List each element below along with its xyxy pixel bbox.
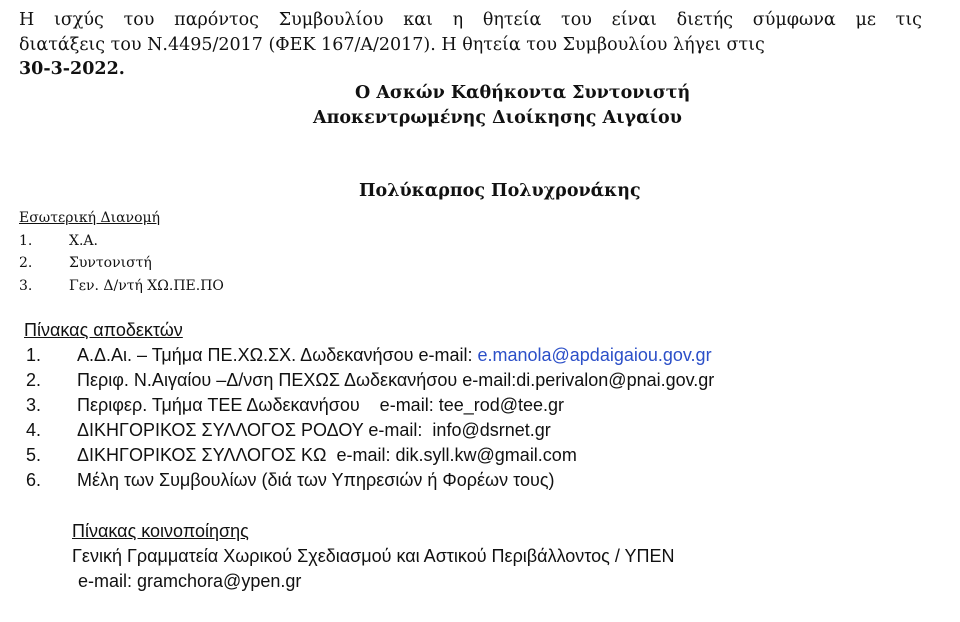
- recipients-heading: Πίνακας αποδεκτών: [24, 320, 183, 340]
- internal-distribution-heading: Εσωτερική Διανομή: [19, 210, 160, 226]
- list-item: [22, 393, 714, 418]
- internal-distribution: [19, 207, 224, 297]
- list-item: [19, 230, 224, 253]
- validity-paragraph: [19, 8, 922, 82]
- recipients-table: [22, 318, 714, 493]
- signatory-title-line-1: Ο Ασκών Καθήκοντα Συντονιστή: [355, 83, 691, 103]
- item-text: Περιφερ. Τμήμα ΤΕΕ Δωδεκανήσου e-mail: tee_rod@tee.gr: [77, 395, 565, 415]
- item-text: Μέλη των Συμβουλίων (διά των Υπηρεσιών ή Φορέων τους): [77, 470, 555, 490]
- list-item: [22, 468, 714, 493]
- list-item: [22, 443, 714, 468]
- validity-line-2: διατάξεις του Ν.4495/2017 (ΦΕΚ 167/Α/2017). Η θητεία του Συμβουλίου λήγει στις: [19, 34, 765, 55]
- list-item: [22, 368, 714, 393]
- recipients-list: [22, 343, 714, 493]
- signatory-title-line-2: Αποκεντρωμένης Διοίκησης Αιγαίου: [313, 108, 682, 128]
- item-number: 6.: [26, 470, 42, 490]
- cc-email: e-mail: gramchora@ypen.gr: [78, 571, 302, 591]
- item-text: Περιφ. Ν.Αιγαίου –Δ/νση ΠΕΧΩΣ Δωδεκανήσου e-mail:di.perivalon@pnai.gov.gr: [77, 370, 715, 390]
- item-text: ΔΙΚΗΓΟΡΙΚΟΣ ΣΥΛΛΟΓΟΣ ΚΩ e-mail: dik.syll.kw@gmail.com: [77, 445, 577, 465]
- item-number: 1.: [19, 232, 33, 249]
- list-item: [19, 252, 224, 275]
- item-number: 1.: [26, 345, 42, 365]
- email-link[interactable]: e.manola@apdaigaiou.gov.gr: [477, 345, 712, 365]
- internal-distribution-list: [19, 230, 224, 298]
- expiry-date: 30-3-2022.: [19, 59, 125, 79]
- list-item: [19, 275, 224, 298]
- list-item: [22, 418, 714, 443]
- validity-line-1: Η ισχύς του παρόντος Συμβουλίου και η θητεία του είναι διετής σύμφωνα με τις: [19, 10, 922, 30]
- item-text: Γεν. Δ/ντή ΧΩ.ΠΕ.ΠΟ: [69, 277, 224, 294]
- item-text: Χ.Α.: [69, 232, 98, 249]
- item-number: 5.: [26, 445, 42, 465]
- item-number: 3.: [19, 277, 33, 294]
- item-text: Συντονιστή: [69, 255, 152, 271]
- cc-table: [72, 519, 675, 594]
- item-number: 2.: [26, 370, 42, 390]
- item-number: 2.: [19, 255, 33, 271]
- cc-heading: Πίνακας κοινοποίησης: [72, 521, 249, 541]
- item-text: ΔΙΚΗΓΟΡΙΚΟΣ ΣΥΛΛΟΓΟΣ ΡΟΔΟΥ e-mail: info@dsrnet.gr: [77, 420, 551, 440]
- list-item: [22, 343, 714, 368]
- item-text: Α.Δ.Αι. – Τμήμα ΠΕ.ΧΩ.ΣΧ. Δωδεκανήσου e-mail:: [77, 345, 478, 365]
- item-number: 3.: [26, 395, 42, 415]
- item-number: 4.: [26, 420, 42, 440]
- cc-recipient: Γενική Γραμματεία Χωρικού Σχεδιασμού και Αστικού Περιβάλλοντος / ΥΠΕΝ: [72, 546, 675, 566]
- signatory-name: Πολύκαρπος Πολυχρονάκης: [359, 181, 641, 201]
